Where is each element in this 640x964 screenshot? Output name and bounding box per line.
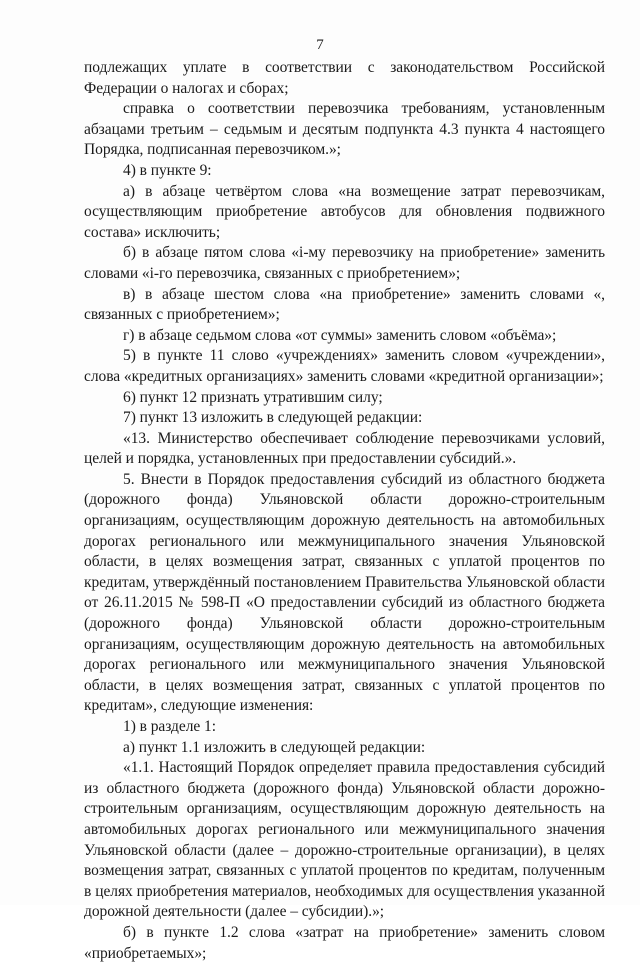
paragraph-item-4b: б) в абзаце пятом слова «i-му перевозчику на приобретение» заменить словами «i-го перевозчика, связанных с приобретением»; <box>84 244 605 282</box>
paragraph-section-5: 5. Внести в Порядок предоставления субсидий из областного бюджета (дорожного фонда) Ульяновской области дорожно-строительным организациям, осуществляющим дорожную деятельность на автомобильных дорогах регионального или межмуниципального значения Ульяновской области, в целях возмещения затрат, связанных с уплатой процентов по кредитам, утверждённый постановлением Правительства Ульяновской области от 26.11.2015 № 598-П «О предоставлении субсидий из областного бюджета (дорожного фонда) Ульяновской области дорожно-строительным организациям, осуществляющим дорожную деятельность на автомобильных дорогах регионального или межмуниципального значения Ульяновской области, в целях возмещения затрат, связанных с уплатой процентов по кредитам», следующие изменения: <box>84 470 605 715</box>
paragraph-item-4g: г) в абзаце седьмом слова «от суммы» заменить словом «объёма»; <box>123 326 557 344</box>
paragraph-item-4: 4) в пункте 9: <box>123 161 212 179</box>
paragraph-carrier-certificate: справка о соответствии перевозчика требованиям, установленным абзацами третьим – седьмым и десятым подпункта 4.3 пункта 4 настоящего Порядка, подписанная перевозчиком.»; <box>84 100 605 159</box>
paragraph-continuation: подлежащих уплате в соответствии с законодательством Российской Федерации о налогах и сборах; <box>84 59 605 97</box>
document-body <box>84 58 605 964</box>
paragraph-item-6: 6) пункт 12 признать утратившим силу; <box>123 388 383 406</box>
page-number: 7 <box>316 37 324 53</box>
paragraph-clause-1-1-heading: а) пункт 1.1 изложить в следующей редакции: <box>123 738 426 756</box>
paragraph-clause-13: «13. Министерство обеспечивает соблюдение перевозчиками условий, целей и порядка, установленных при предоставлении субсидий.». <box>84 429 605 468</box>
paragraph-item-4v: в) в абзаце шестом слова «на приобретение» заменить словами «, связанных с приобретением»; <box>84 285 605 324</box>
paragraph-clause-1-2: б) в пункте 1.2 слова «затрат на приобретение» заменить словом «приобретаемых»; <box>84 923 605 962</box>
paragraph-item-5: 5) в пункте 11 слово «учреждениях» заменить словом «учреждении», слова «кредитных организациях» заменить словами «кредитной организации»; <box>84 347 605 385</box>
paragraph-clause-1-1: «1.1. Настоящий Порядок определяет правила предоставления субсидий из областного бюджета (дорожного фонда) Ульяновской области дорожно-строительным организациям, осуществляющим дорожную деятельность на автомобильных дорогах регионального или межмуниципального значения Ульяновской области (далее – дорожно-строительные организации), в целях возмещения затрат, связанных с уплатой процентов по кредитам, полученным в целях приобретения материалов, необходимых для осуществления указанной дорожной деятельности (далее – субсидии).»; <box>84 759 605 921</box>
paragraph-section-1: 1) в разделе 1: <box>123 718 217 735</box>
paragraph-item-4a: а) в абзаце четвёртом слова «на возмещение затрат перевозчикам, осуществляющим приобретение автобусов для обновления подвижного состава» исключить; <box>84 182 605 241</box>
paragraph-item-7: 7) пункт 13 изложить в следующей редакции: <box>123 409 423 427</box>
